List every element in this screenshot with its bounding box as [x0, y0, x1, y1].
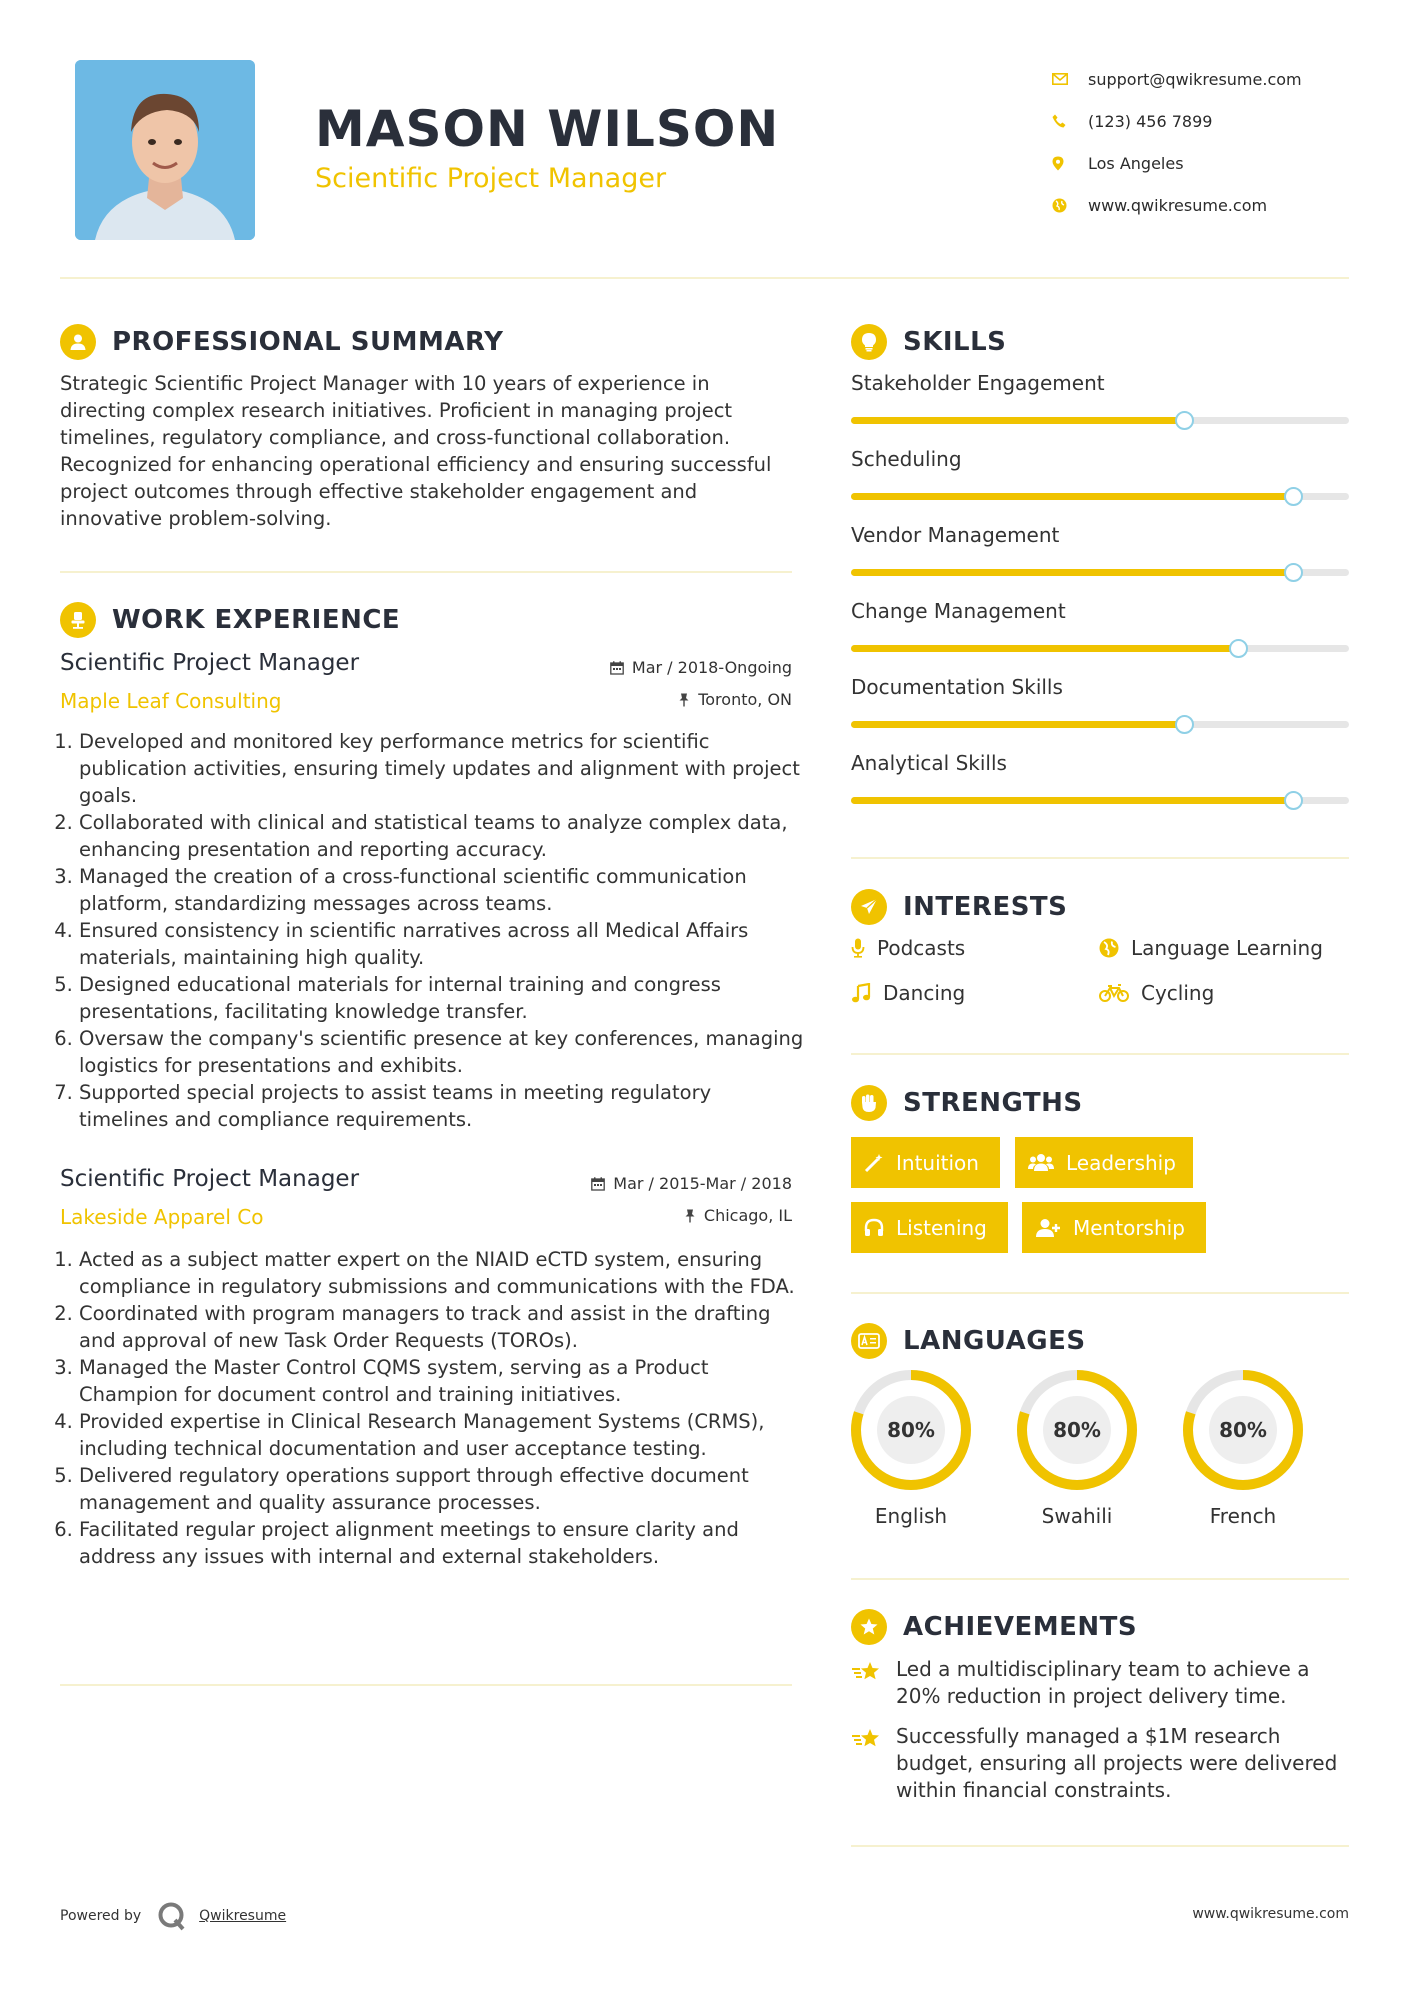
job-1-location: [678, 690, 792, 709]
globe-icon: [1099, 938, 1119, 958]
interests-heading: [851, 889, 1067, 925]
summary-text: Strategic Scientific Project Manager with 10 years of experience in directing complex research initiatives. Proficient in managing project timelines, regulatory compliance, and cross-functional collaboration. Recognized for enhancing operational efficiency and ensuring successful project outcomes through effective stakeholder engagement and innovative problem-solving.: [60, 372, 772, 530]
skill-name: Analytical Skills: [851, 751, 1007, 775]
skill-bar-fill: [851, 493, 1294, 500]
job-1-location-text: Toronto, ON: [698, 690, 792, 709]
list-item: 6. Oversaw the company's scientific presence at key conferences, managing logistics for presentations and exhibits.: [79, 1025, 805, 1079]
fist-icon: [851, 1085, 887, 1121]
list-item: 5. Delivered regulatory operations support through effective document management and quality assurance processes.: [79, 1462, 805, 1516]
language-percent: 80%: [887, 1418, 935, 1442]
calendar-icon: [610, 661, 624, 675]
skills-heading: [851, 324, 1006, 360]
job-1-date-text: Mar / 2018-Ongoing: [631, 658, 792, 677]
candidate-title: Scientific Project Manager: [315, 163, 667, 194]
skills-heading-text: SKILLS: [903, 327, 1007, 357]
strengths-heading-text: STRENGTHS: [903, 1088, 1083, 1118]
skill-bar-fill: [851, 645, 1239, 652]
skill-bar-knob: [1284, 791, 1303, 810]
contact-phone[interactable]: [1052, 100, 1302, 142]
skill-stakeholder-engagement: [851, 371, 1349, 424]
skill-bar-fill: [851, 417, 1185, 424]
skill-bar: [851, 417, 1349, 424]
skill-analytical-skills: [851, 751, 1349, 804]
interest-cycling: [1099, 981, 1214, 1005]
calendar-icon: [591, 1177, 605, 1191]
job-2-bullets: [60, 1246, 805, 1570]
contact-email-text: support@qwikresume.com: [1088, 69, 1302, 89]
star-badge-icon: [851, 1609, 887, 1645]
interest-podcasts: [851, 936, 965, 960]
skill-name: Change Management: [851, 599, 1066, 623]
language-ring: [1015, 1368, 1139, 1492]
interest-label: Language Learning: [1131, 936, 1323, 960]
achievement-item-2: [851, 1723, 1349, 1804]
profile-photo: [75, 60, 255, 240]
envelope-icon: [1052, 73, 1088, 85]
interest-label: Cycling: [1141, 981, 1215, 1005]
header-divider: [60, 277, 1349, 279]
language-percent: 80%: [1053, 1418, 1101, 1442]
skill-name: Vendor Management: [851, 523, 1060, 547]
list-item: 4. Provided expertise in Clinical Research Management Systems (CRMS), including technical documentation and user acceptance testing.: [79, 1408, 805, 1462]
skill-vendor-management: [851, 523, 1349, 576]
skill-bar-fill: [851, 797, 1294, 804]
language-swahili: [1015, 1368, 1139, 1528]
skill-bar: [851, 645, 1349, 652]
job-2-date-text: Mar / 2015-Mar / 2018: [613, 1174, 792, 1193]
interest-label: Dancing: [883, 981, 966, 1005]
list-item: 2. Coordinated with program managers to track and assist in the drafting and approval of new Task Order Requests (TOROs).: [79, 1300, 805, 1354]
contact-email[interactable]: [1052, 58, 1302, 100]
interest-language-learning: [1099, 936, 1323, 960]
contact-website[interactable]: [1052, 184, 1302, 226]
language-english: [849, 1368, 973, 1528]
list-item: 1. Acted as a subject matter expert on the NIAID eCTD system, ensuring compliance in regulatory submissions and communications with the FDA.: [79, 1246, 805, 1300]
language-name: English: [874, 1504, 948, 1528]
contact-website-text: www.qwikresume.com: [1088, 195, 1268, 215]
pushpin-icon: [678, 693, 690, 707]
skill-documentation-skills: [851, 675, 1349, 728]
strength-tag-leadership: [1015, 1137, 1193, 1188]
skill-bar: [851, 493, 1349, 500]
magic-wand-icon: [864, 1153, 884, 1173]
skill-bar: [851, 569, 1349, 576]
list-item: 2. Collaborated with clinical and statistical teams to analyze complex data, enhancing presentation and reporting accuracy.: [79, 809, 805, 863]
summary-heading-text: PROFESSIONAL SUMMARY: [112, 327, 504, 357]
skill-bar: [851, 721, 1349, 728]
qwikresume-link[interactable]: Qwikresume: [199, 1908, 287, 1924]
strengths-heading: [851, 1085, 1083, 1121]
skill-bar-knob: [1284, 563, 1303, 582]
skill-name: Scheduling: [851, 447, 962, 471]
lightbulb-icon: [851, 324, 887, 360]
strength-tag-mentorship: [1022, 1202, 1206, 1253]
footer-url[interactable]: www.qwikresume.com: [1192, 1906, 1349, 1922]
strength-label: Listening: [896, 1215, 987, 1240]
contact-list: [1052, 58, 1302, 226]
language-percent: 80%: [1219, 1418, 1267, 1442]
work-heading-text: WORK EXPERIENCE: [112, 605, 401, 635]
language-ring: [849, 1368, 973, 1492]
paper-plane-icon: [851, 889, 887, 925]
summary-heading: [60, 324, 503, 360]
users-icon: [1028, 1153, 1054, 1173]
job-2-location: [684, 1206, 792, 1225]
skill-bar: [851, 797, 1349, 804]
work-divider: [60, 1684, 792, 1686]
microphone-icon: [851, 938, 865, 958]
powered-by-text: Powered by: [60, 1908, 142, 1924]
interest-label: Podcasts: [877, 936, 966, 960]
pushpin-icon: [684, 1209, 696, 1223]
job-2-title: Scientific Project Manager: [60, 1166, 360, 1192]
job-1-bullets: [60, 728, 805, 1133]
job-2-company: Lakeside Apparel Co: [60, 1205, 264, 1229]
list-item: 1. Developed and monitored key performance metrics for scientific publication activities, ensuring timely updates and alignment with project goals.: [79, 728, 805, 809]
user-icon: [60, 324, 96, 360]
language-french: [1181, 1368, 1305, 1528]
achievement-item-1: [851, 1656, 1349, 1710]
map-pin-icon: [1052, 156, 1088, 171]
candidate-name: MASON WILSON: [315, 100, 780, 158]
headphones-icon: [864, 1218, 884, 1238]
skill-name: Documentation Skills: [851, 675, 1063, 699]
list-item: 7. Supported special projects to assist teams in meeting regulatory timelines and compliance requirements.: [79, 1079, 805, 1133]
footer-powered-by: [60, 1901, 286, 1931]
achievements-heading-text: ACHIEVEMENTS: [903, 1612, 1138, 1642]
skill-scheduling: [851, 447, 1349, 500]
language-card-icon: [851, 1323, 887, 1359]
strength-label: Mentorship: [1073, 1215, 1185, 1240]
interest-dancing: [851, 981, 965, 1005]
language-name: Swahili: [1041, 1504, 1113, 1528]
contact-location: [1052, 142, 1302, 184]
summary-divider: [60, 571, 792, 573]
achievement-text: Successfully managed a $1M research budget, ensuring all projects were delivered within financial constraints.: [896, 1724, 1338, 1802]
strength-label: Leadership: [1066, 1150, 1176, 1175]
music-note-icon: [851, 983, 871, 1003]
job-1-company: Maple Leaf Consulting: [60, 689, 282, 713]
skill-bar-fill: [851, 721, 1185, 728]
shooting-star-icon: [851, 1656, 896, 1710]
globe-icon: [1052, 198, 1088, 213]
interests-heading-text: INTERESTS: [903, 892, 1068, 922]
languages-divider: [851, 1578, 1349, 1580]
strength-tag-intuition: [851, 1137, 1000, 1188]
interests-divider: [851, 1053, 1349, 1055]
strengths-divider: [851, 1292, 1349, 1294]
achievement-text: Led a multidisciplinary team to achieve a 20% reduction in project delivery time.: [896, 1657, 1310, 1708]
language-ring: [1181, 1368, 1305, 1492]
contact-location-text: Los Angeles: [1088, 153, 1184, 173]
skill-bar-knob: [1175, 715, 1194, 734]
strength-label: Intuition: [896, 1150, 979, 1175]
language-name: French: [1209, 1504, 1277, 1528]
list-item: 4. Ensured consistency in scientific narratives across all Medical Affairs materials, maintaining high quality.: [79, 917, 805, 971]
languages-heading-text: LANGUAGES: [903, 1326, 1086, 1356]
achievements-divider: [851, 1845, 1349, 1847]
job-1-title: Scientific Project Manager: [60, 650, 360, 676]
list-item: 5. Designed educational materials for internal training and congress presentations, facilitating knowledge transfer.: [79, 971, 805, 1025]
list-item: 6. Facilitated regular project alignment meetings to ensure clarity and address any issues with internal and external stakeholders.: [79, 1516, 805, 1570]
shooting-star-icon: [851, 1723, 896, 1804]
work-heading: [60, 602, 400, 638]
achievements-heading: [851, 1609, 1137, 1645]
skill-bar-knob: [1284, 487, 1303, 506]
contact-phone-text: (123) 456 7899: [1088, 111, 1213, 131]
skill-bar-knob: [1229, 639, 1248, 658]
job-2-date: [591, 1174, 792, 1193]
skill-name: Stakeholder Engagement: [851, 371, 1105, 395]
job-1-date: [610, 658, 792, 677]
list-item: 3. Managed the creation of a cross-functional scientific communication platform, standardizing messages across teams.: [79, 863, 805, 917]
skill-bar-knob: [1175, 411, 1194, 430]
qwikresume-logo-icon: [157, 1901, 187, 1931]
bicycle-icon: [1099, 984, 1129, 1002]
user-plus-icon: [1035, 1218, 1061, 1238]
list-item: 3. Managed the Master Control CQMS system, serving as a Product Champion for document control and training initiatives.: [79, 1354, 805, 1408]
strength-tag-listening: [851, 1202, 1008, 1253]
chair-icon: [60, 602, 96, 638]
skills-divider: [851, 857, 1349, 859]
job-2-location-text: Chicago, IL: [703, 1206, 792, 1225]
phone-icon: [1052, 114, 1088, 128]
languages-heading: [851, 1323, 1086, 1359]
skill-change-management: [851, 599, 1349, 652]
skill-bar-fill: [851, 569, 1294, 576]
